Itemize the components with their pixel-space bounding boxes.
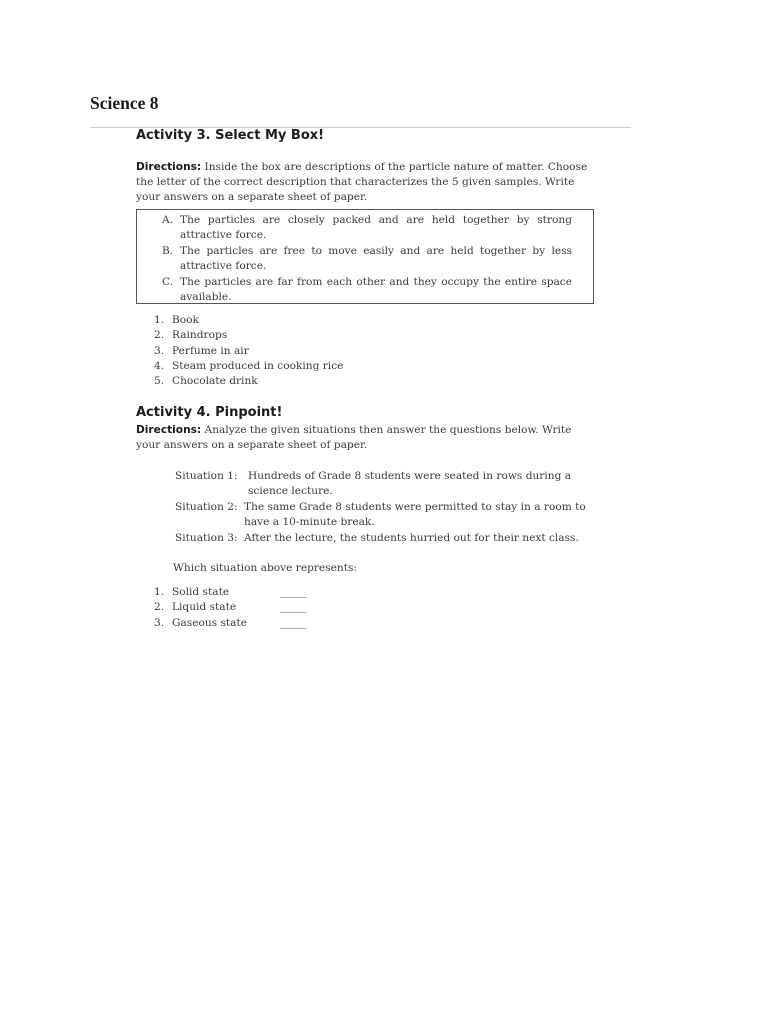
situation-1	[175, 469, 595, 500]
directions-text: Inside the box are descriptions of the particle nature of matter. Choose the letter of the correct description that characterizes the 5 given samples. Write your answers on a separate sheet of paper.	[136, 161, 588, 203]
answer-blank: ______	[280, 586, 306, 598]
situation-text: The same Grade 8 students were permitted to stay in a room to have a 10-minute break.	[244, 501, 586, 529]
item-number: 1.	[154, 314, 165, 326]
item-number: 3.	[154, 344, 165, 357]
item-number: 5.	[154, 375, 165, 388]
list-item	[150, 359, 343, 374]
directions-label: Directions:	[136, 424, 202, 436]
states-list	[150, 585, 306, 631]
directions-label: Directions:	[136, 161, 202, 173]
list-item	[150, 374, 343, 389]
activity-3-heading: Activity 3. Select My Box!	[136, 128, 325, 143]
option-c	[162, 275, 572, 306]
list-item	[150, 600, 306, 615]
situation-3	[175, 531, 595, 546]
item-text: Gaseous state	[172, 616, 248, 629]
situation-label: Situation 1:	[175, 470, 238, 482]
option-text: The particles are far from each other and they occupy the entire space available.	[180, 276, 572, 304]
list-item	[150, 344, 343, 359]
situation-label: Situation 3:	[175, 532, 238, 544]
item-number: 3.	[154, 616, 165, 629]
item-text: Raindrops	[172, 329, 228, 342]
list-item	[150, 585, 306, 600]
activity-3-directions	[136, 160, 596, 205]
item-text: Steam produced in cooking rice	[172, 359, 344, 372]
page-title: Science 8	[90, 93, 159, 113]
item-text: Solid state	[172, 586, 230, 598]
question-prompt: Which situation above represents:	[173, 562, 357, 574]
option-letter: B.	[162, 245, 174, 257]
list-item	[150, 616, 306, 631]
item-text: Book	[172, 314, 199, 326]
situation-text: After the lecture, the students hurried out for their next class.	[244, 532, 579, 544]
item-number: 2.	[154, 601, 165, 614]
answer-blank: ______	[280, 601, 306, 614]
situation-2	[175, 500, 595, 531]
directions-text: Analyze the given situations then answer the questions below. Write your answers on a separate sheet of paper.	[136, 424, 572, 451]
option-letter: C.	[162, 276, 174, 288]
activity-4-heading: Activity 4. Pinpoint!	[136, 405, 283, 420]
option-text: The particles are closely packed and are held together by strong attractive force.	[180, 214, 572, 242]
item-text: Liquid state	[172, 601, 237, 614]
option-b	[162, 244, 572, 275]
item-number: 2.	[154, 329, 165, 342]
item-text: Perfume in air	[172, 344, 249, 357]
list-item	[150, 313, 343, 328]
situation-text: Hundreds of Grade 8 students were seated in rows during a science lecture.	[248, 470, 572, 498]
option-a	[162, 213, 572, 244]
option-letter: A.	[162, 214, 174, 226]
option-text: The particles are free to move easily and are held together by less attractive force.	[180, 245, 572, 273]
list-item	[150, 328, 343, 343]
activity-4-directions	[136, 423, 581, 453]
answer-blank: ______	[280, 616, 306, 629]
item-number: 1.	[154, 586, 165, 598]
situation-label: Situation 2:	[175, 501, 238, 513]
samples-list	[150, 313, 343, 389]
item-text: Chocolate drink	[172, 375, 258, 388]
item-number: 4.	[154, 359, 165, 372]
